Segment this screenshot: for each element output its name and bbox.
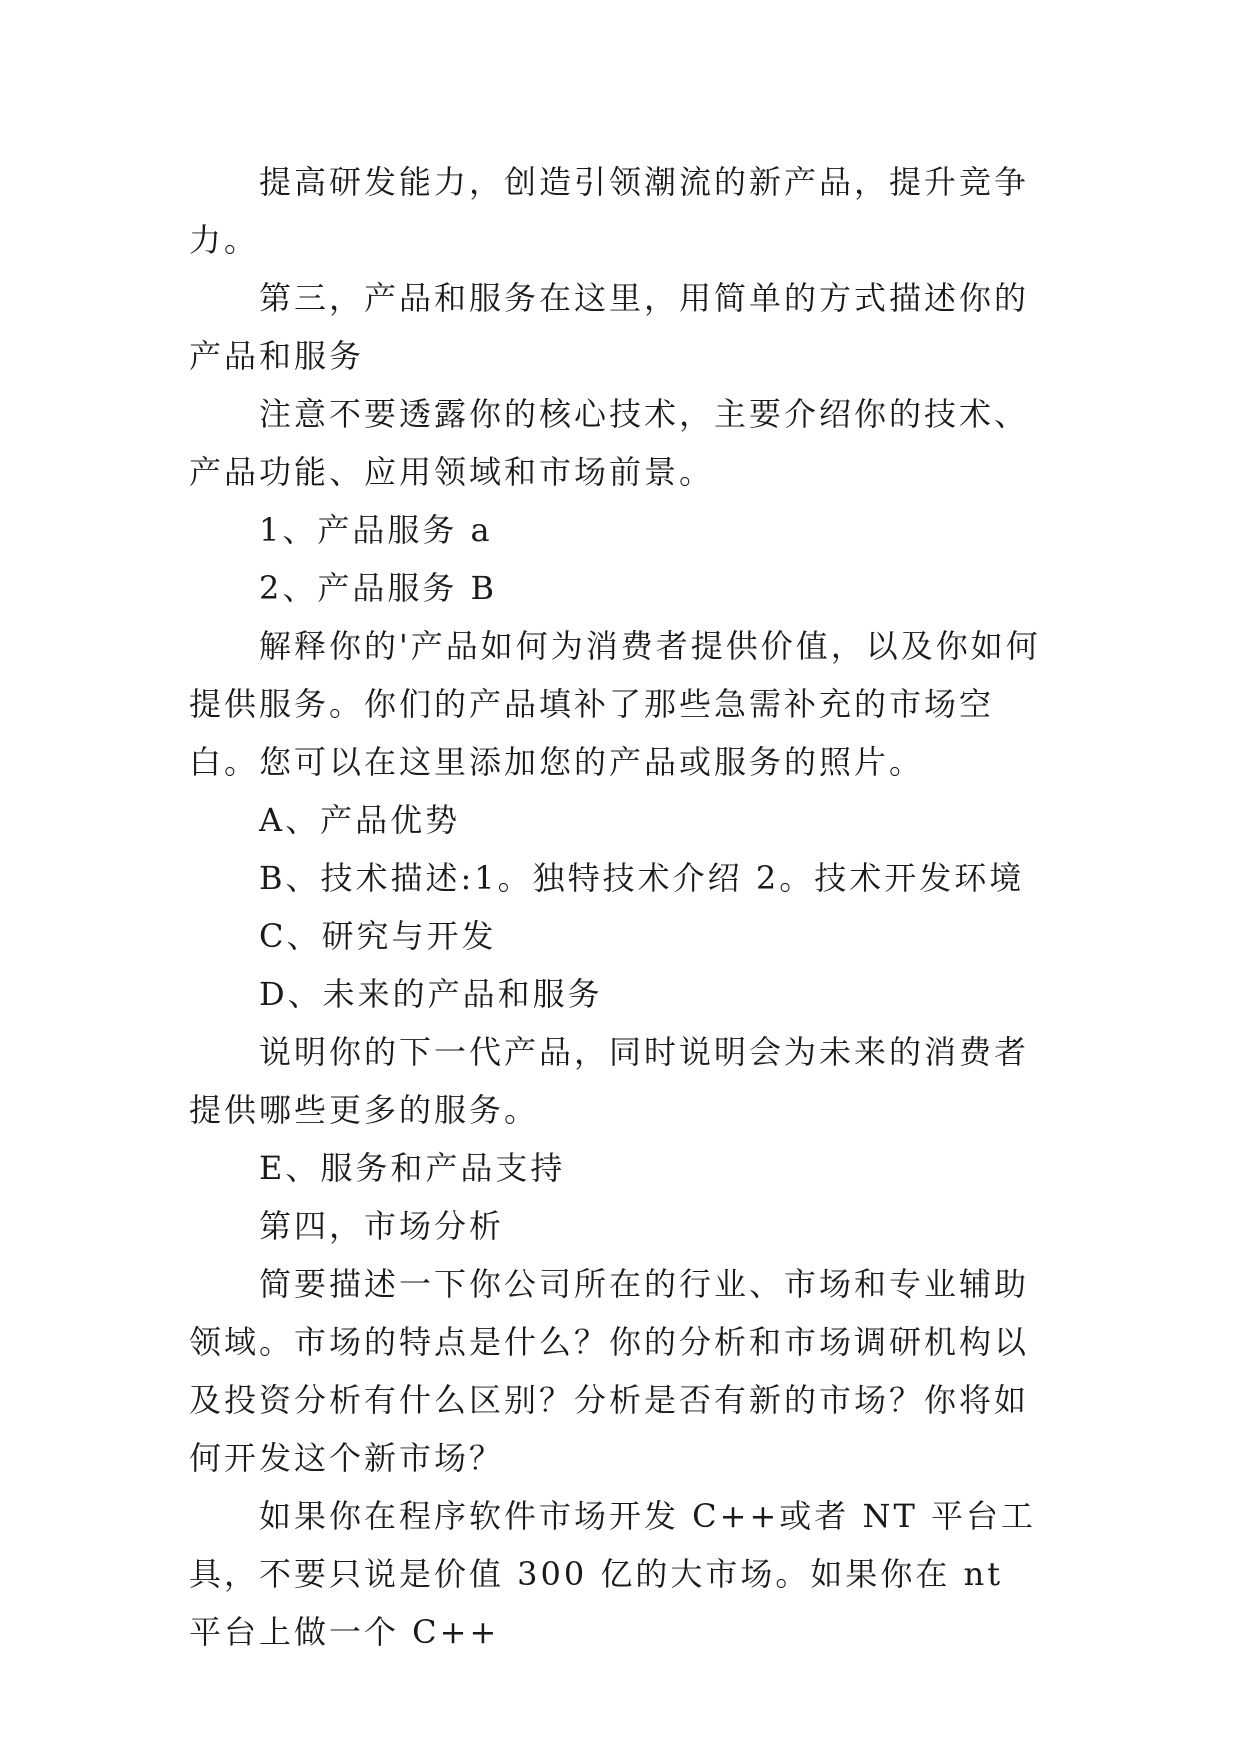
paragraph: 如果你在程序软件市场开发 C++或者 NT 平台工具，不要只说是价值 300 亿的大市场。如果你在 nt 平台上做一个 C++ <box>189 1497 1036 1651</box>
list-item: D、未来的产品和服务 <box>259 975 603 1013</box>
paragraph: 说明你的下一代产品，同时说明会为未来的消费者提供哪些更多的服务。 <box>189 1033 1030 1129</box>
list-item: B、技术描述:1。独特技术介绍 2。技术开发环境 <box>259 859 1025 897</box>
list-item: 2、产品服务 B <box>259 569 498 607</box>
list-item: A、产品优势 <box>259 801 461 839</box>
list-item: E、服务和产品支持 <box>259 1149 566 1187</box>
paragraph: 提高研发能力，创造引领潮流的新产品，提升竞争力。 <box>189 163 1030 259</box>
list-item: C、研究与开发 <box>259 917 497 955</box>
section-heading-products: 第三，产品和服务在这里，用简单的方式描述你的产品和服务 <box>189 279 1030 375</box>
paragraph: 简要描述一下你公司所在的行业、市场和专业辅助领域。市场的特点是什么？你的分析和市场调研机构以及投资分析有什么区别？分析是否有新的市场？你将如何开发这个新市场？ <box>189 1265 1030 1477</box>
section-heading-market: 第四，市场分析 <box>259 1207 505 1245</box>
paragraph: 注意不要透露你的核心技术，主要介绍你的技术、产品功能、应用领域和市场前景。 <box>189 395 1030 491</box>
list-item: 1、产品服务 a <box>259 511 493 549</box>
paragraph: 解释你的'产品如何为消费者提供价值，以及你如何提供服务。你们的产品填补了那些急需补充的市场空白。您可以在这里添加您的产品或服务的照片。 <box>189 627 1041 781</box>
document-body <box>189 153 1049 1661</box>
